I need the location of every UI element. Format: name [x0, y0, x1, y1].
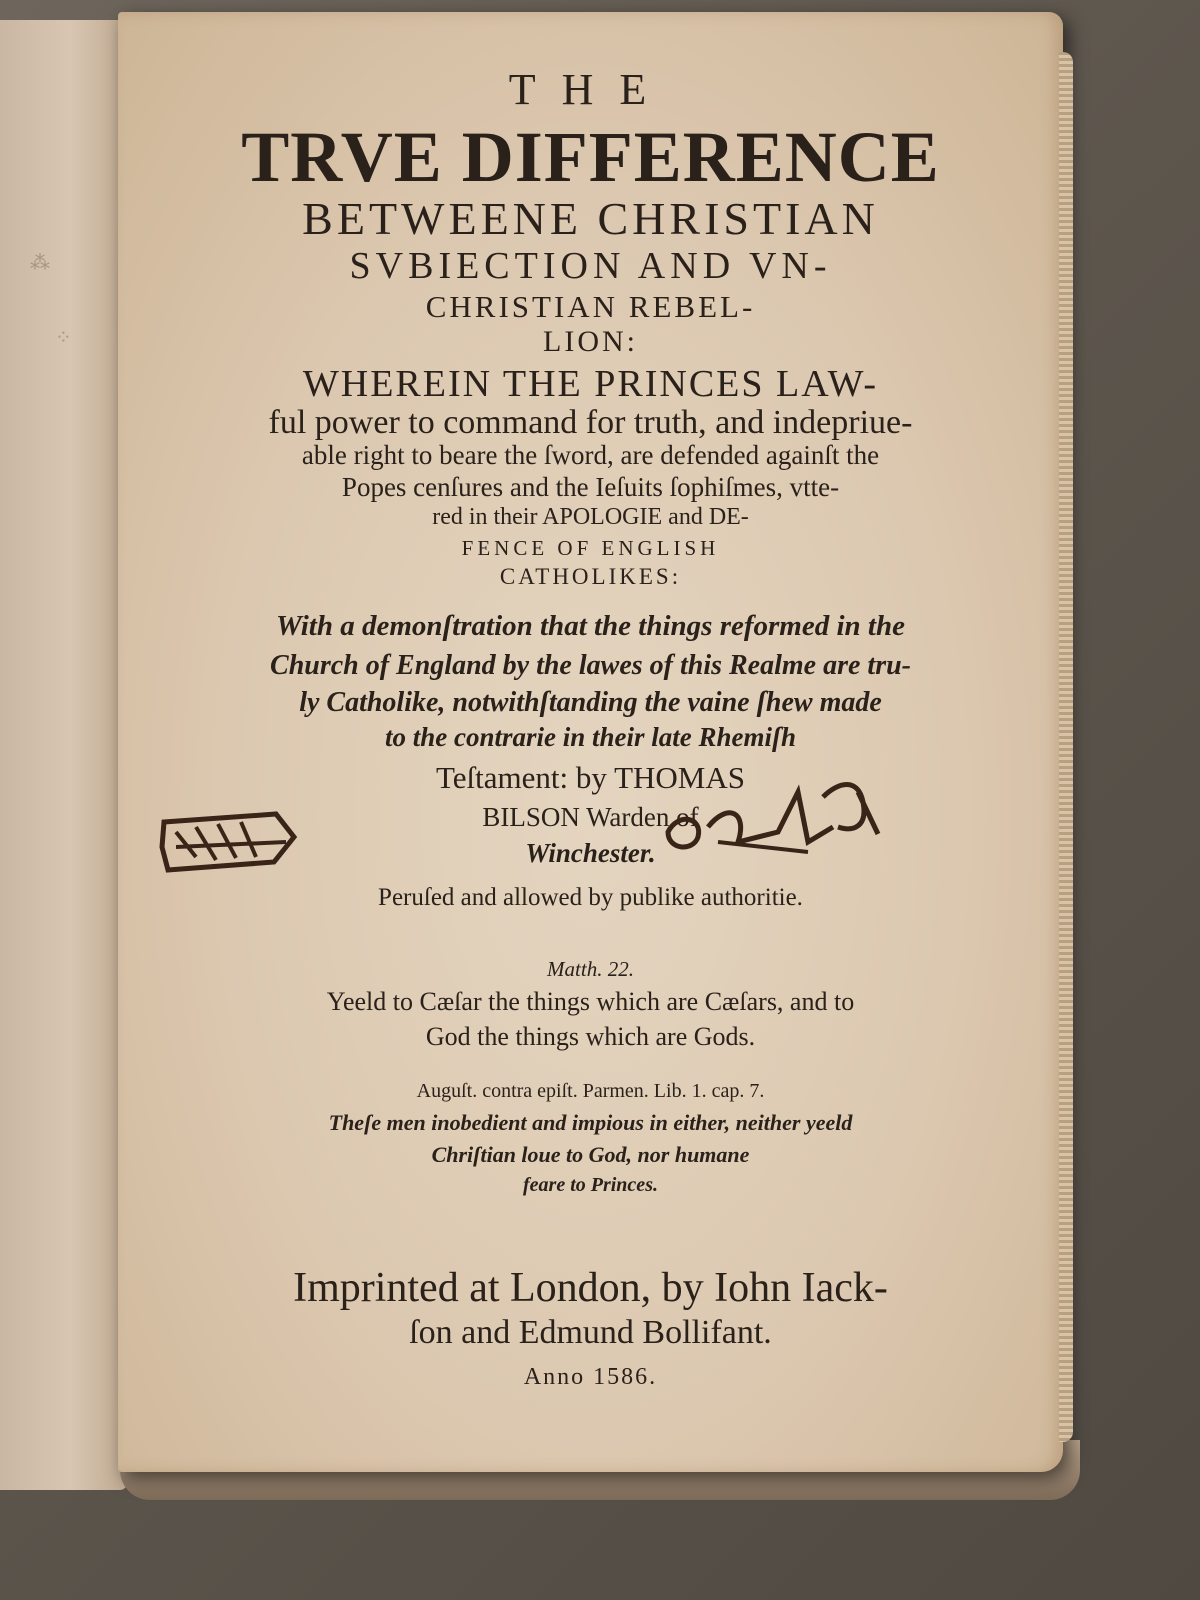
- augustine-quote-2: Chriſtian loue to God, nor humane: [431, 1142, 750, 1167]
- augustine-quote-1: Theſe men inobedient and impious in either, neither yeeld: [328, 1110, 853, 1135]
- author-line-3: Winchester.: [525, 838, 656, 868]
- demonstration-line-4: to the contrarie in their late Rhemiſh: [384, 722, 797, 752]
- demonstration-line-3: ly Catholike, notwithſtanding the vaine ſhew made: [299, 687, 882, 718]
- wherein-line-3: able right to beare the ſword, are defended againſt the: [301, 440, 880, 470]
- title-line-5: LION:: [543, 325, 638, 358]
- perused-line: Peruſed and allowed by publike authoritie.: [378, 884, 803, 911]
- demonstration-line-1: With a demonſtration that the things reformed in the: [276, 610, 905, 642]
- left-page: [0, 20, 130, 1490]
- matthew-reference: Matth. 22.: [547, 957, 634, 981]
- title-page: [118, 12, 1063, 1472]
- imprint-line-2: ſon and Edmund Bollifant.: [409, 1314, 772, 1351]
- title-line-3: SVBIECTION AND VN-: [349, 245, 832, 287]
- title-main: TRVE DIFFERENCE: [241, 117, 940, 197]
- wherein-line-7: CATHOLIKES:: [499, 564, 682, 589]
- imprint-line-1: Imprinted at London, by Iohn Iack-: [293, 1265, 888, 1311]
- demonstration-line-2: Church of England by the lawes of this Realme are tru-: [270, 650, 911, 681]
- wherein-line-4: Popes cenſures and the Ieſuits ſophiſmes, vtte-: [341, 472, 840, 502]
- title-line-2: BETWEENE CHRISTIAN: [302, 193, 879, 244]
- augustine-quote-3: feare to Princes.: [523, 1174, 658, 1196]
- wherein-line-5: red in their APOLOGIE and DE-: [432, 504, 749, 530]
- imprint-year: Anno 1586.: [523, 1364, 658, 1390]
- wherein-line-6: FENCE OF ENGLISH: [461, 536, 720, 560]
- wherein-line-1: WHEREIN THE PRINCES LAW-: [302, 363, 879, 405]
- left-page-smudge: ⁂: [30, 250, 50, 274]
- augustine-reference: Auguſt. contra epiſt. Parmen. Lib. 1. cap. 7.: [416, 1080, 765, 1102]
- author-line-1: Teſtament: by THOMAS: [436, 760, 745, 795]
- wherein-line-2: ful power to command for truth, and indepriue-: [268, 404, 913, 441]
- left-page-smudge: ⁘: [55, 325, 72, 349]
- right-ink-scribble: [658, 772, 898, 872]
- matthew-quote-1: Yeeld to Cæſar the things which are Cæſars, and to: [326, 987, 855, 1016]
- title-the: THE: [508, 65, 673, 114]
- left-ink-scribble: [156, 802, 306, 877]
- matthew-quote-2: God the things which are Gods.: [425, 1022, 756, 1051]
- title-line-4: CHRISTIAN REBEL-: [425, 289, 756, 324]
- author-line-2: BILSON Warden of: [482, 802, 699, 832]
